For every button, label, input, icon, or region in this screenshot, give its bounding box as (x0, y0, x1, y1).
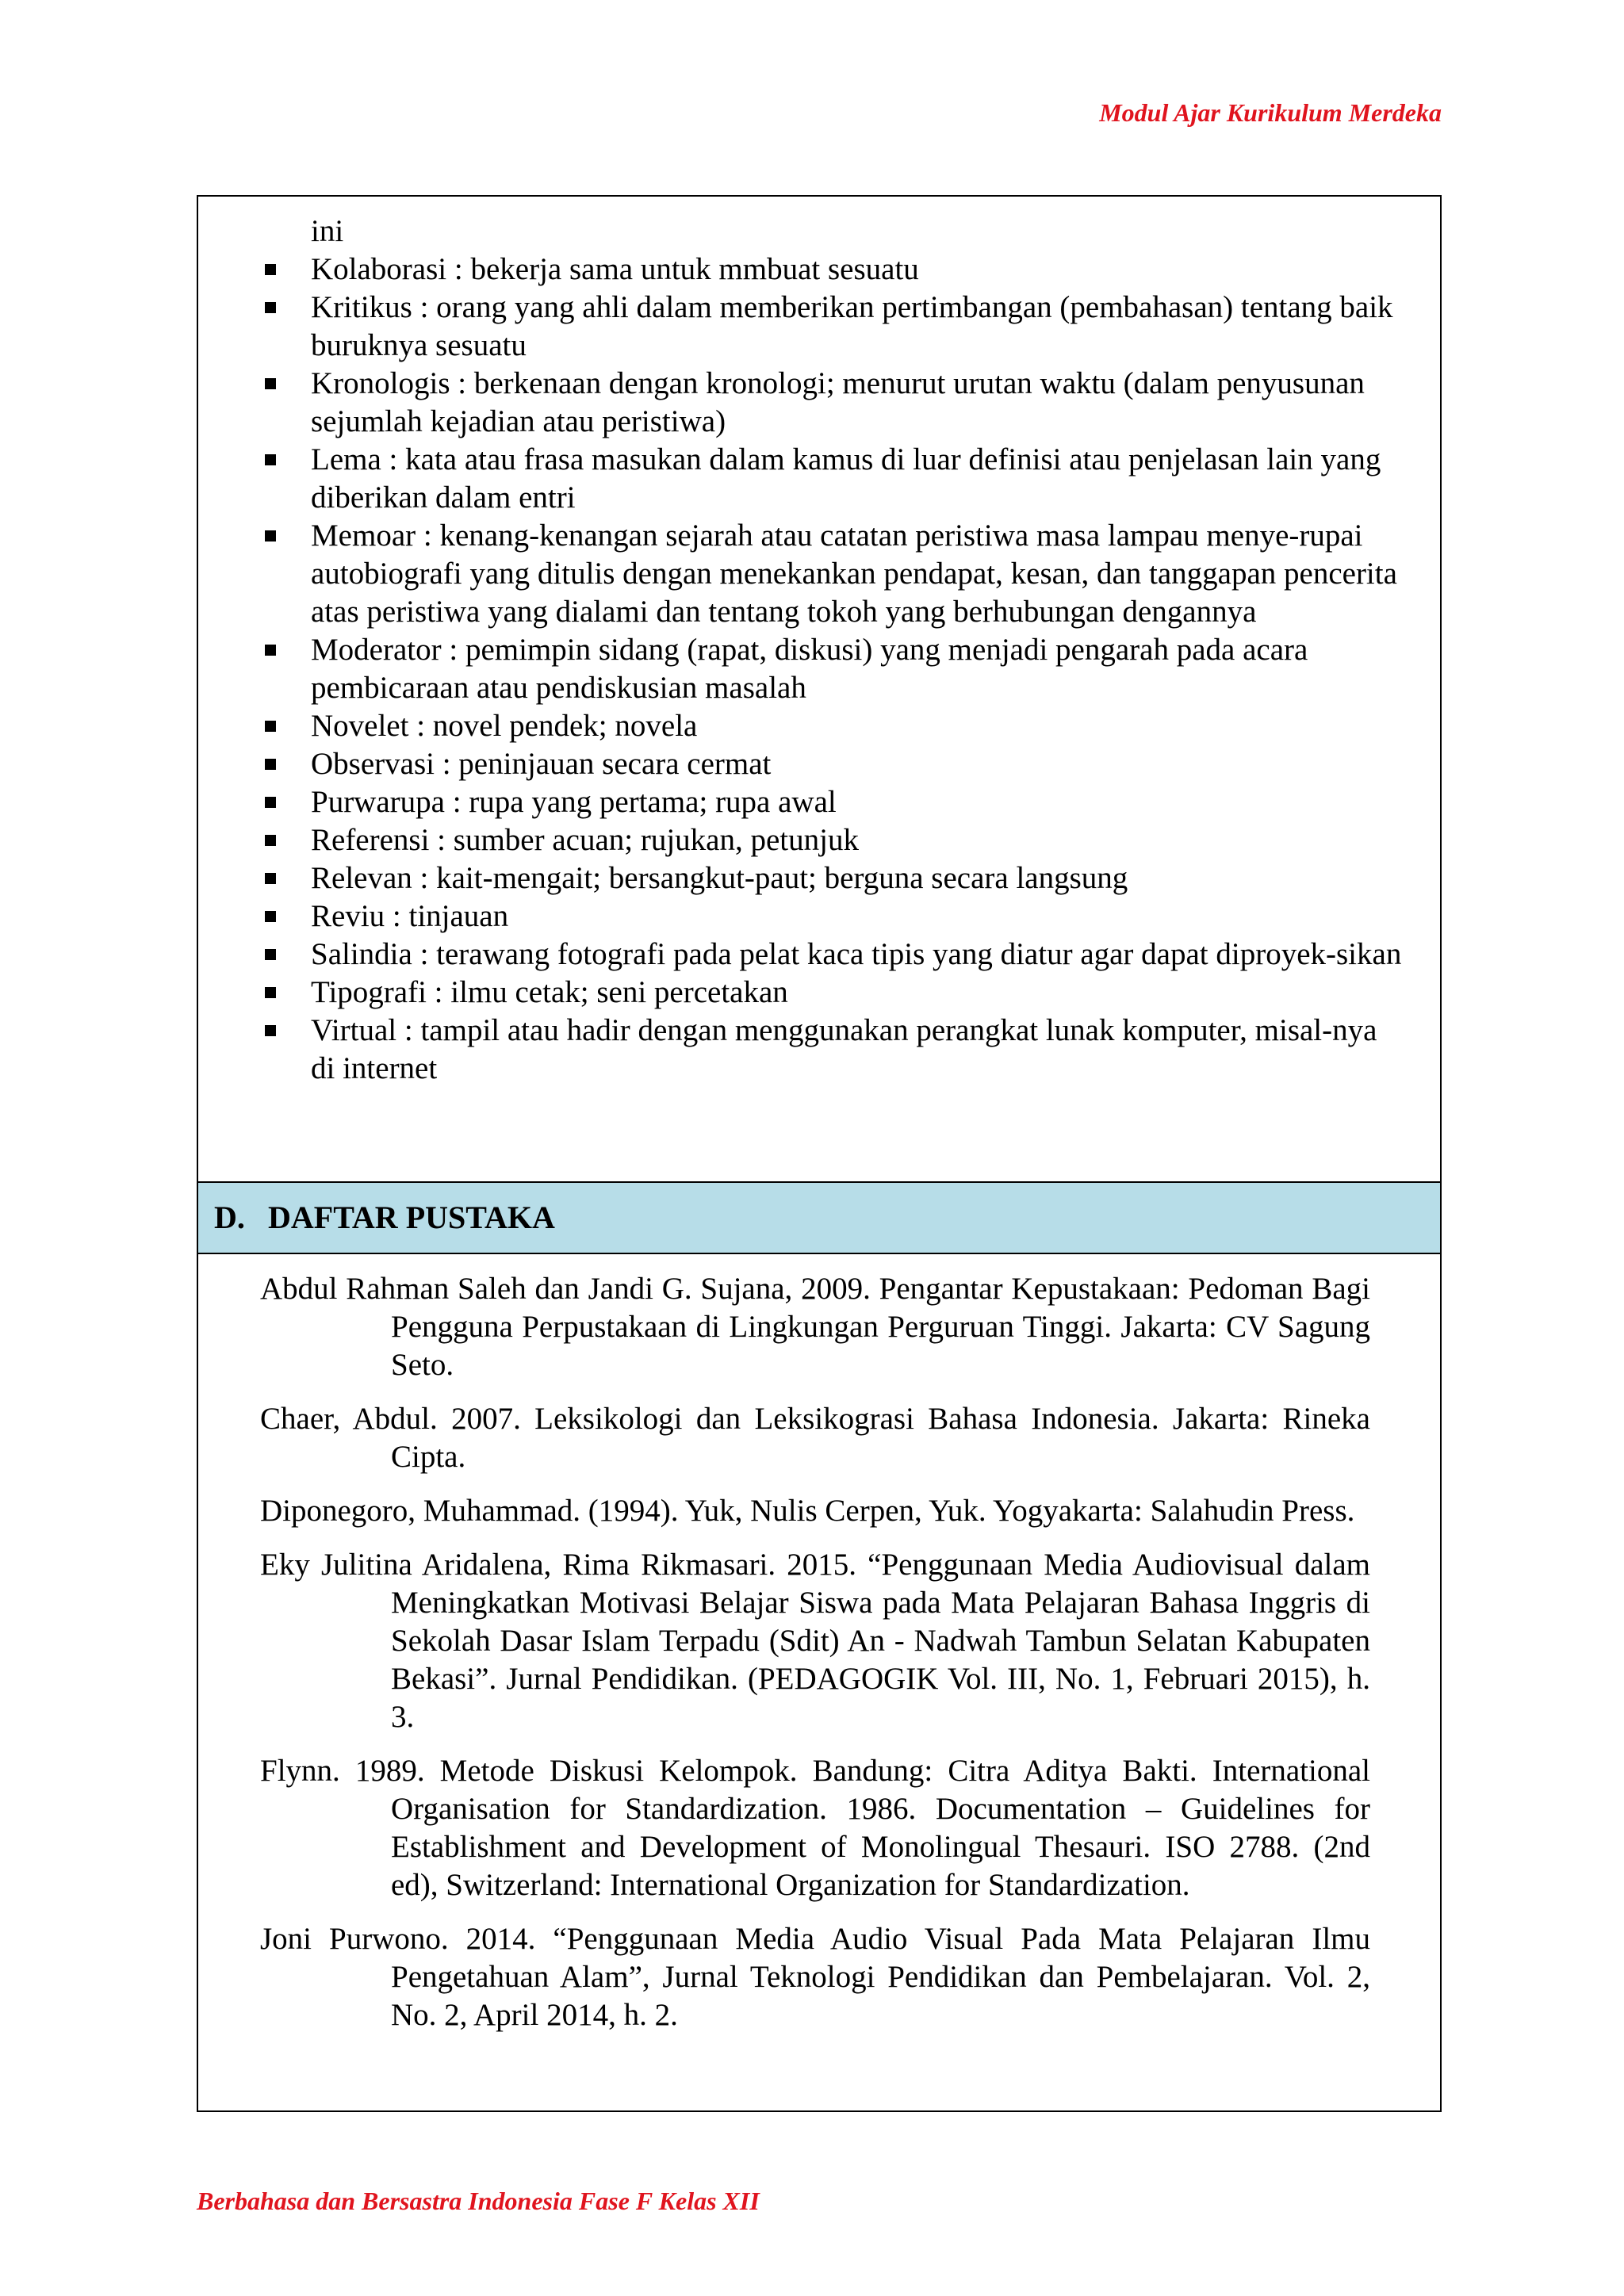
glossary-item-purwarupa (262, 783, 1405, 821)
square-bullet-icon (265, 949, 276, 960)
glossary-item-text: Tipografi : ilmu cetak; seni percetakan (311, 975, 788, 1009)
square-bullet-icon (265, 530, 276, 541)
glossary-item-virtual (262, 1012, 1405, 1088)
section-d-title: DAFTAR PUSTAKA (268, 1200, 555, 1235)
glossary-item-text: Observasi : peninjauan secara cermat (311, 747, 772, 781)
glossary-continuation-text: ini (311, 214, 344, 248)
glossary-item-text: Memoar : kenang-kenangan sejarah atau catatan peristiwa masa lampau menye-rupai autobiografi yang ditulis dengan menekankan pendapat, kesan, dan tanggapan pencerita atas peristiwa yang dialami dan tentang tokoh yang berhubungan dengannya (311, 519, 1397, 629)
glossary-item-moderator (262, 631, 1405, 707)
square-bullet-icon (265, 835, 276, 846)
reference-item: Joni Purwono. 2014. “Penggunaan Media Audio Visual Pada Mata Pelajaran Ilmu Pengetahuan Alam”, Jurnal Teknologi Pendidikan dan Pembelajaran. Vol. 2, No. 2, April 2014, h. 2. (260, 1922, 1370, 2032)
glossary-item-text: Lema : kata atau frasa masukan dalam kamus di luar definisi atau penjelasan lain yang diberikan dalam entri (311, 442, 1381, 515)
square-bullet-icon (265, 645, 276, 656)
glossary-section (198, 197, 1440, 1181)
glossary-item-referensi (262, 821, 1405, 859)
glossary-item-kolaborasi (262, 251, 1405, 289)
glossary-item-text: Reviu : tinjauan (311, 899, 509, 933)
glossary-item-text: Salindia : terawang fotografi pada pelat kaca tipis yang diatur agar dapat diproyek-sikan (311, 937, 1402, 971)
square-bullet-icon (265, 454, 276, 465)
square-bullet-icon (265, 797, 276, 808)
glossary-item-memoar (262, 517, 1405, 631)
square-bullet-icon (265, 759, 276, 770)
glossary-item-kritikus (262, 289, 1405, 365)
square-bullet-icon (265, 911, 276, 922)
glossary-item-lema (262, 441, 1405, 517)
page-header-title: Modul Ajar Kurikulum Merdeka (1099, 98, 1442, 127)
glossary-item-novelet (262, 707, 1405, 745)
glossary-item-text: Kolaborasi : bekerja sama untuk mmbuat sesuatu (311, 252, 919, 286)
glossary-item-text: Virtual : tampil atau hadir dengan menggunakan perangkat lunak komputer, misal-nya di internet (311, 1013, 1377, 1085)
reference-item: Chaer, Abdul. 2007. Leksikologi dan Leksikograsi Bahasa Indonesia. Jakarta: Rineka Cipta. (260, 1402, 1370, 1474)
glossary-item-text: Moderator : pemimpin sidang (rapat, diskusi) yang menjadi pengarah pada acara pembicaraan atau pendiskusian masalah (311, 633, 1308, 705)
reference-item: Flynn. 1989. Metode Diskusi Kelompok. Bandung: Citra Aditya Bakti. International Organisation for Standardization. 1986. Documentation – Guidelines for Establishment and Development of Monolingual Thesauri. ISO 2788. (2nd ed), Switzerland: International Organization for Standardization. (260, 1754, 1370, 1902)
section-d-heading (198, 1181, 1440, 1254)
glossary-item-kronologis (262, 365, 1405, 441)
reference-item: Abdul Rahman Saleh dan Jandi G. Sujana, 2009. Pengantar Kepustakaan: Pedoman Bagi Pengguna Perpustakaan di Lingkungan Perguruan Tinggi. Jakarta: CV Sagung Seto. (260, 1272, 1370, 1382)
glossary-item-text: Kronologis : berkenaan dengan kronologi; menurut urutan waktu (dalam penyusunan sejumlah kejadian atau peristiwa) (311, 366, 1365, 438)
glossary-item-text: Relevan : kait-mengait; bersangkut-paut; berguna secara langsung (311, 861, 1128, 895)
section-d-letter: D. (214, 1200, 245, 1235)
square-bullet-icon (265, 378, 276, 389)
content-frame (197, 195, 1442, 2112)
square-bullet-icon (265, 873, 276, 884)
square-bullet-icon (265, 1025, 276, 1036)
reference-list (198, 1254, 1440, 2050)
glossary-item-text: Kritikus : orang yang ahli dalam memberikan pertimbangan (pembahasan) tentang baik buruknya sesuatu (311, 290, 1393, 362)
square-bullet-icon (265, 987, 276, 998)
reference-item: Eky Julitina Aridalena, Rima Rikmasari. 2015. “Penggunaan Media Audiovisual dalam Meningkatkan Motivasi Belajar Siswa pada Mata Pelajaran Bahasa Inggris di Sekolah Dasar Islam Terpadu (Sdit) An - Nadwah Tambun Selatan Kabupaten Bekasi”. Jurnal Pendidikan. (PEDAGOGIK Vol. III, No. 1, Februari 2015), h. 3. (260, 1548, 1370, 1734)
square-bullet-icon (265, 302, 276, 313)
glossary-item-relevan (262, 859, 1405, 897)
glossary-item-text: Purwarupa : rupa yang pertama; rupa awal (311, 785, 837, 819)
page-footer-title: Berbahasa dan Bersastra Indonesia Fase F Kelas XII (197, 2187, 760, 2215)
glossary-item-text: Referensi : sumber acuan; rujukan, petunjuk (311, 823, 859, 857)
glossary-item-salindia (262, 936, 1405, 974)
square-bullet-icon (265, 721, 276, 732)
glossary-list (262, 251, 1405, 1088)
glossary-item-tipografi (262, 974, 1405, 1012)
glossary-item-observasi (262, 745, 1405, 783)
reference-item: Diponegoro, Muhammad. (1994). Yuk, Nulis Cerpen, Yuk. Yogyakarta: Salahudin Press. (260, 1494, 1355, 1528)
glossary-item-text: Novelet : novel pendek; novela (311, 709, 698, 743)
square-bullet-icon (265, 264, 276, 275)
glossary-item-reviu (262, 897, 1405, 936)
